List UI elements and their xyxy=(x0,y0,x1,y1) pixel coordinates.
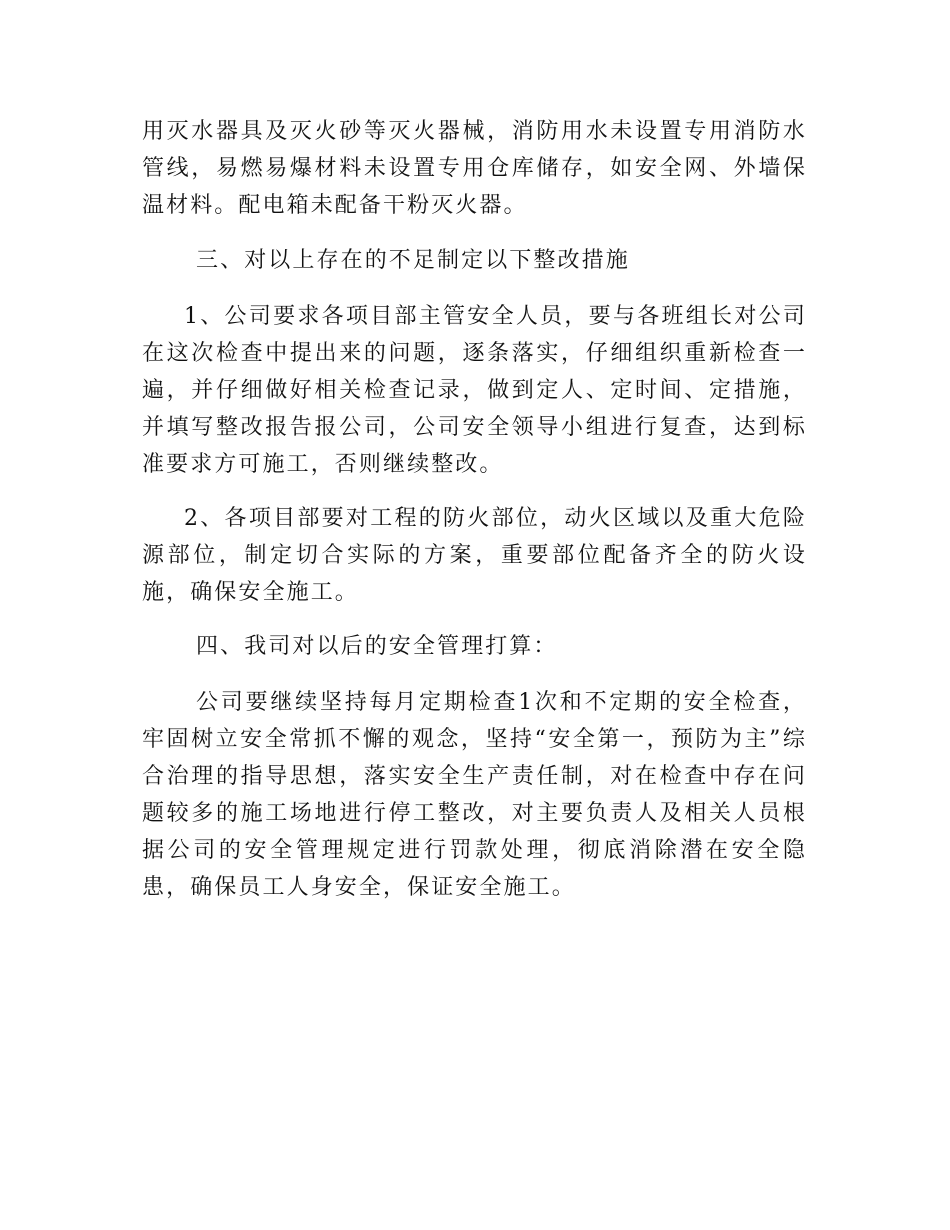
document-body xyxy=(142,113,807,906)
heading-rectification-measures: 三、对以上存在的不足制定以下整改措施 xyxy=(196,248,630,273)
paragraph-fire-equipment: 用灭水器具及灭火砂等灭火器械，消防用水未设置专用消防水管线，易燃易爆材料未设置专用仓库储存，如安全网、外墙保温材料。配电箱未配备干粉灭火器。 xyxy=(142,119,807,218)
heading-future-plan: 四、我司对以后的安全管理打算： xyxy=(196,634,558,659)
paragraph-future-plan: 公司要继续坚持每月定期检查1次和不定期的安全检查，牢固树立安全常抓不懈的观念，坚持“安全第一，预防为主”综合治理的指导思想，落实安全生产责任制，对在检查中存在问题较多的施工场地进行停工整改，对主要负责人及相关人员根据公司的安全管理规定进行罚款处理，彻底消除潜在安全隐患，确保员工人身安全，保证安全施工。 xyxy=(142,690,807,900)
measure-item-2: 2、各项目部要对工程的防火部位，动火区域以及重大危险源部位，制定切合实际的方案，重要部位配备齐全的防火设施，确保安全施工。 xyxy=(142,506,807,605)
measure-item-1: 1、公司要求各项目部主管安全人员，要与各班组长对公司在这次检查中提出来的问题，逐条落实，仔细组织重新检查一遍，并仔细做好相关检查记录，做到定人、定时间、定措施，并填写整改报告报公司，公司安全领导小组进行复查，达到标准要求方可施工，否则继续整改。 xyxy=(142,304,807,477)
